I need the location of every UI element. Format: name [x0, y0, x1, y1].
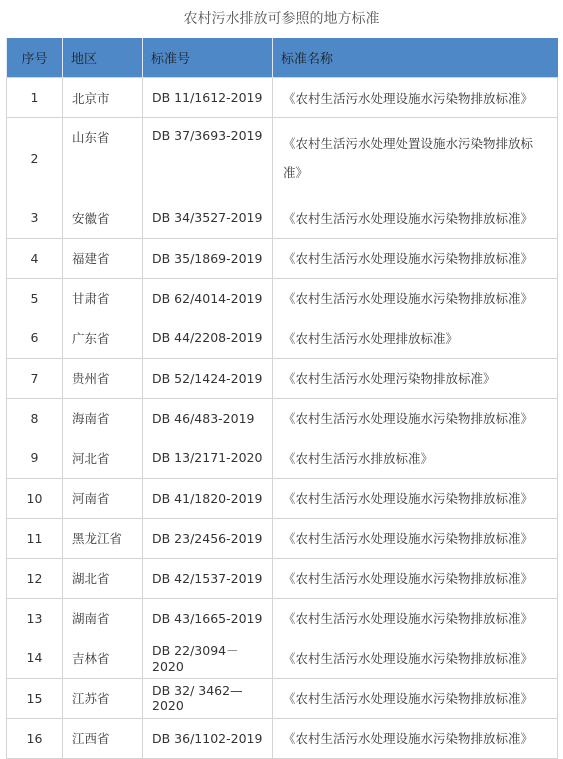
- row-name: 《农村生活污水处理设施水污染物排放标准》: [273, 398, 558, 438]
- row-code: DB 35/1869-2019: [143, 238, 273, 278]
- table-header: [7, 38, 558, 78]
- table-row: [7, 238, 558, 278]
- row-code: DB 52/1424-2019: [143, 358, 273, 398]
- table-row: [7, 78, 558, 118]
- row-region: 甘肃省: [63, 278, 143, 318]
- row-no: 10: [7, 478, 63, 518]
- row-name: 《农村生活污水处理设施水污染物排放标准》: [273, 558, 558, 598]
- row-code: DB 37/3693-2019: [143, 118, 273, 199]
- row-code: DB 62/4014-2019: [143, 278, 273, 318]
- row-no: 9: [7, 438, 63, 478]
- row-name: 《农村生活污水处理排放标准》: [273, 318, 558, 358]
- row-code: DB 41/1820-2019: [143, 478, 273, 518]
- row-no: 15: [7, 678, 63, 718]
- row-no: 5: [7, 278, 63, 318]
- row-region: 广东省: [63, 318, 143, 358]
- row-no: 14: [7, 638, 63, 678]
- row-name: 《农村生活污水处理设施水污染物排放标准》: [273, 238, 558, 278]
- row-name: 《农村生活污水处理设施水污染物排放标准》: [273, 278, 558, 318]
- row-name: 《农村生活污水处理污染物排放标准》: [273, 358, 558, 398]
- row-code: DB 44/2208-2019: [143, 318, 273, 358]
- row-code: DB 43/1665-2019: [143, 598, 273, 638]
- table-row: [7, 518, 558, 558]
- row-code: DB 22/3094－2020: [143, 638, 273, 678]
- row-no: 4: [7, 238, 63, 278]
- table-body: [7, 78, 558, 759]
- table-row: [7, 478, 558, 518]
- row-no: 1: [7, 78, 63, 118]
- row-code: DB 46/483-2019: [143, 398, 273, 438]
- table-row: [7, 718, 558, 758]
- row-region: 河北省: [63, 438, 143, 478]
- row-region: 贵州省: [63, 358, 143, 398]
- row-code: DB 11/1612-2019: [143, 78, 273, 118]
- row-name: 《农村生活污水处理设施水污染物排放标准》: [273, 198, 558, 238]
- row-name: 《农村生活污水处理设施水污染物排放标准》: [273, 598, 558, 638]
- row-region: 湖南省: [63, 598, 143, 638]
- row-no: 2: [7, 118, 63, 199]
- table-row: [7, 118, 558, 199]
- table-row: [7, 558, 558, 598]
- table-title: 农村污水排放可参照的地方标准: [183, 11, 380, 27]
- row-region: 河南省: [63, 478, 143, 518]
- table-row: [7, 678, 558, 718]
- row-region: 北京市: [63, 78, 143, 118]
- row-region: 安徽省: [63, 198, 143, 238]
- row-no: 12: [7, 558, 63, 598]
- row-code: DB 23/2456-2019: [143, 518, 273, 558]
- row-no: 6: [7, 318, 63, 358]
- row-name: 《农村生活污水处理处置设施水污染物排放标准》: [273, 118, 558, 199]
- row-code: DB 13/2171-2020: [143, 438, 273, 478]
- row-region: 江苏省: [63, 678, 143, 718]
- table-row: [7, 278, 558, 318]
- row-no: 8: [7, 398, 63, 438]
- header-region: 地区: [63, 38, 143, 78]
- table-row: [7, 438, 558, 478]
- table-row: [7, 318, 558, 358]
- table-row: [7, 398, 558, 438]
- header-code: 标准号: [143, 38, 273, 78]
- row-region: 湖北省: [63, 558, 143, 598]
- row-name: 《农村生活污水处理设施水污染物排放标准》: [273, 678, 558, 718]
- row-region: 福建省: [63, 238, 143, 278]
- row-region: 海南省: [63, 398, 143, 438]
- row-code: DB 34/3527-2019: [143, 198, 273, 238]
- row-region: 黑龙江省: [63, 518, 143, 558]
- row-no: 7: [7, 358, 63, 398]
- row-name: 《农村生活污水处理设施水污染物排放标准》: [273, 78, 558, 118]
- row-name: 《农村生活污水处理设施水污染物排放标准》: [273, 518, 558, 558]
- row-no: 11: [7, 518, 63, 558]
- table-row: [7, 198, 558, 238]
- table-row: [7, 358, 558, 398]
- row-region: 山东省: [63, 118, 143, 199]
- row-no: 16: [7, 718, 63, 758]
- row-name: 《农村生活污水处理设施水污染物排放标准》: [273, 638, 558, 678]
- header-no: 序号: [7, 38, 63, 78]
- row-no: 13: [7, 598, 63, 638]
- standards-table: [6, 38, 558, 759]
- row-name: 《农村生活污水排放标准》: [273, 438, 558, 478]
- row-no: 3: [7, 198, 63, 238]
- table-row: [7, 598, 558, 638]
- row-region: 江西省: [63, 718, 143, 758]
- table-row: [7, 638, 558, 678]
- row-code: DB 32/ 3462—2020: [143, 678, 273, 718]
- row-name: 《农村生活污水处理设施水污染物排放标准》: [273, 478, 558, 518]
- row-code: DB 42/1537-2019: [143, 558, 273, 598]
- row-region: 吉林省: [63, 638, 143, 678]
- header-name: 标准名称: [273, 38, 558, 78]
- row-name: 《农村生活污水处理设施水污染物排放标准》: [273, 718, 558, 758]
- row-code: DB 36/1102-2019: [143, 718, 273, 758]
- header-row: [7, 38, 558, 78]
